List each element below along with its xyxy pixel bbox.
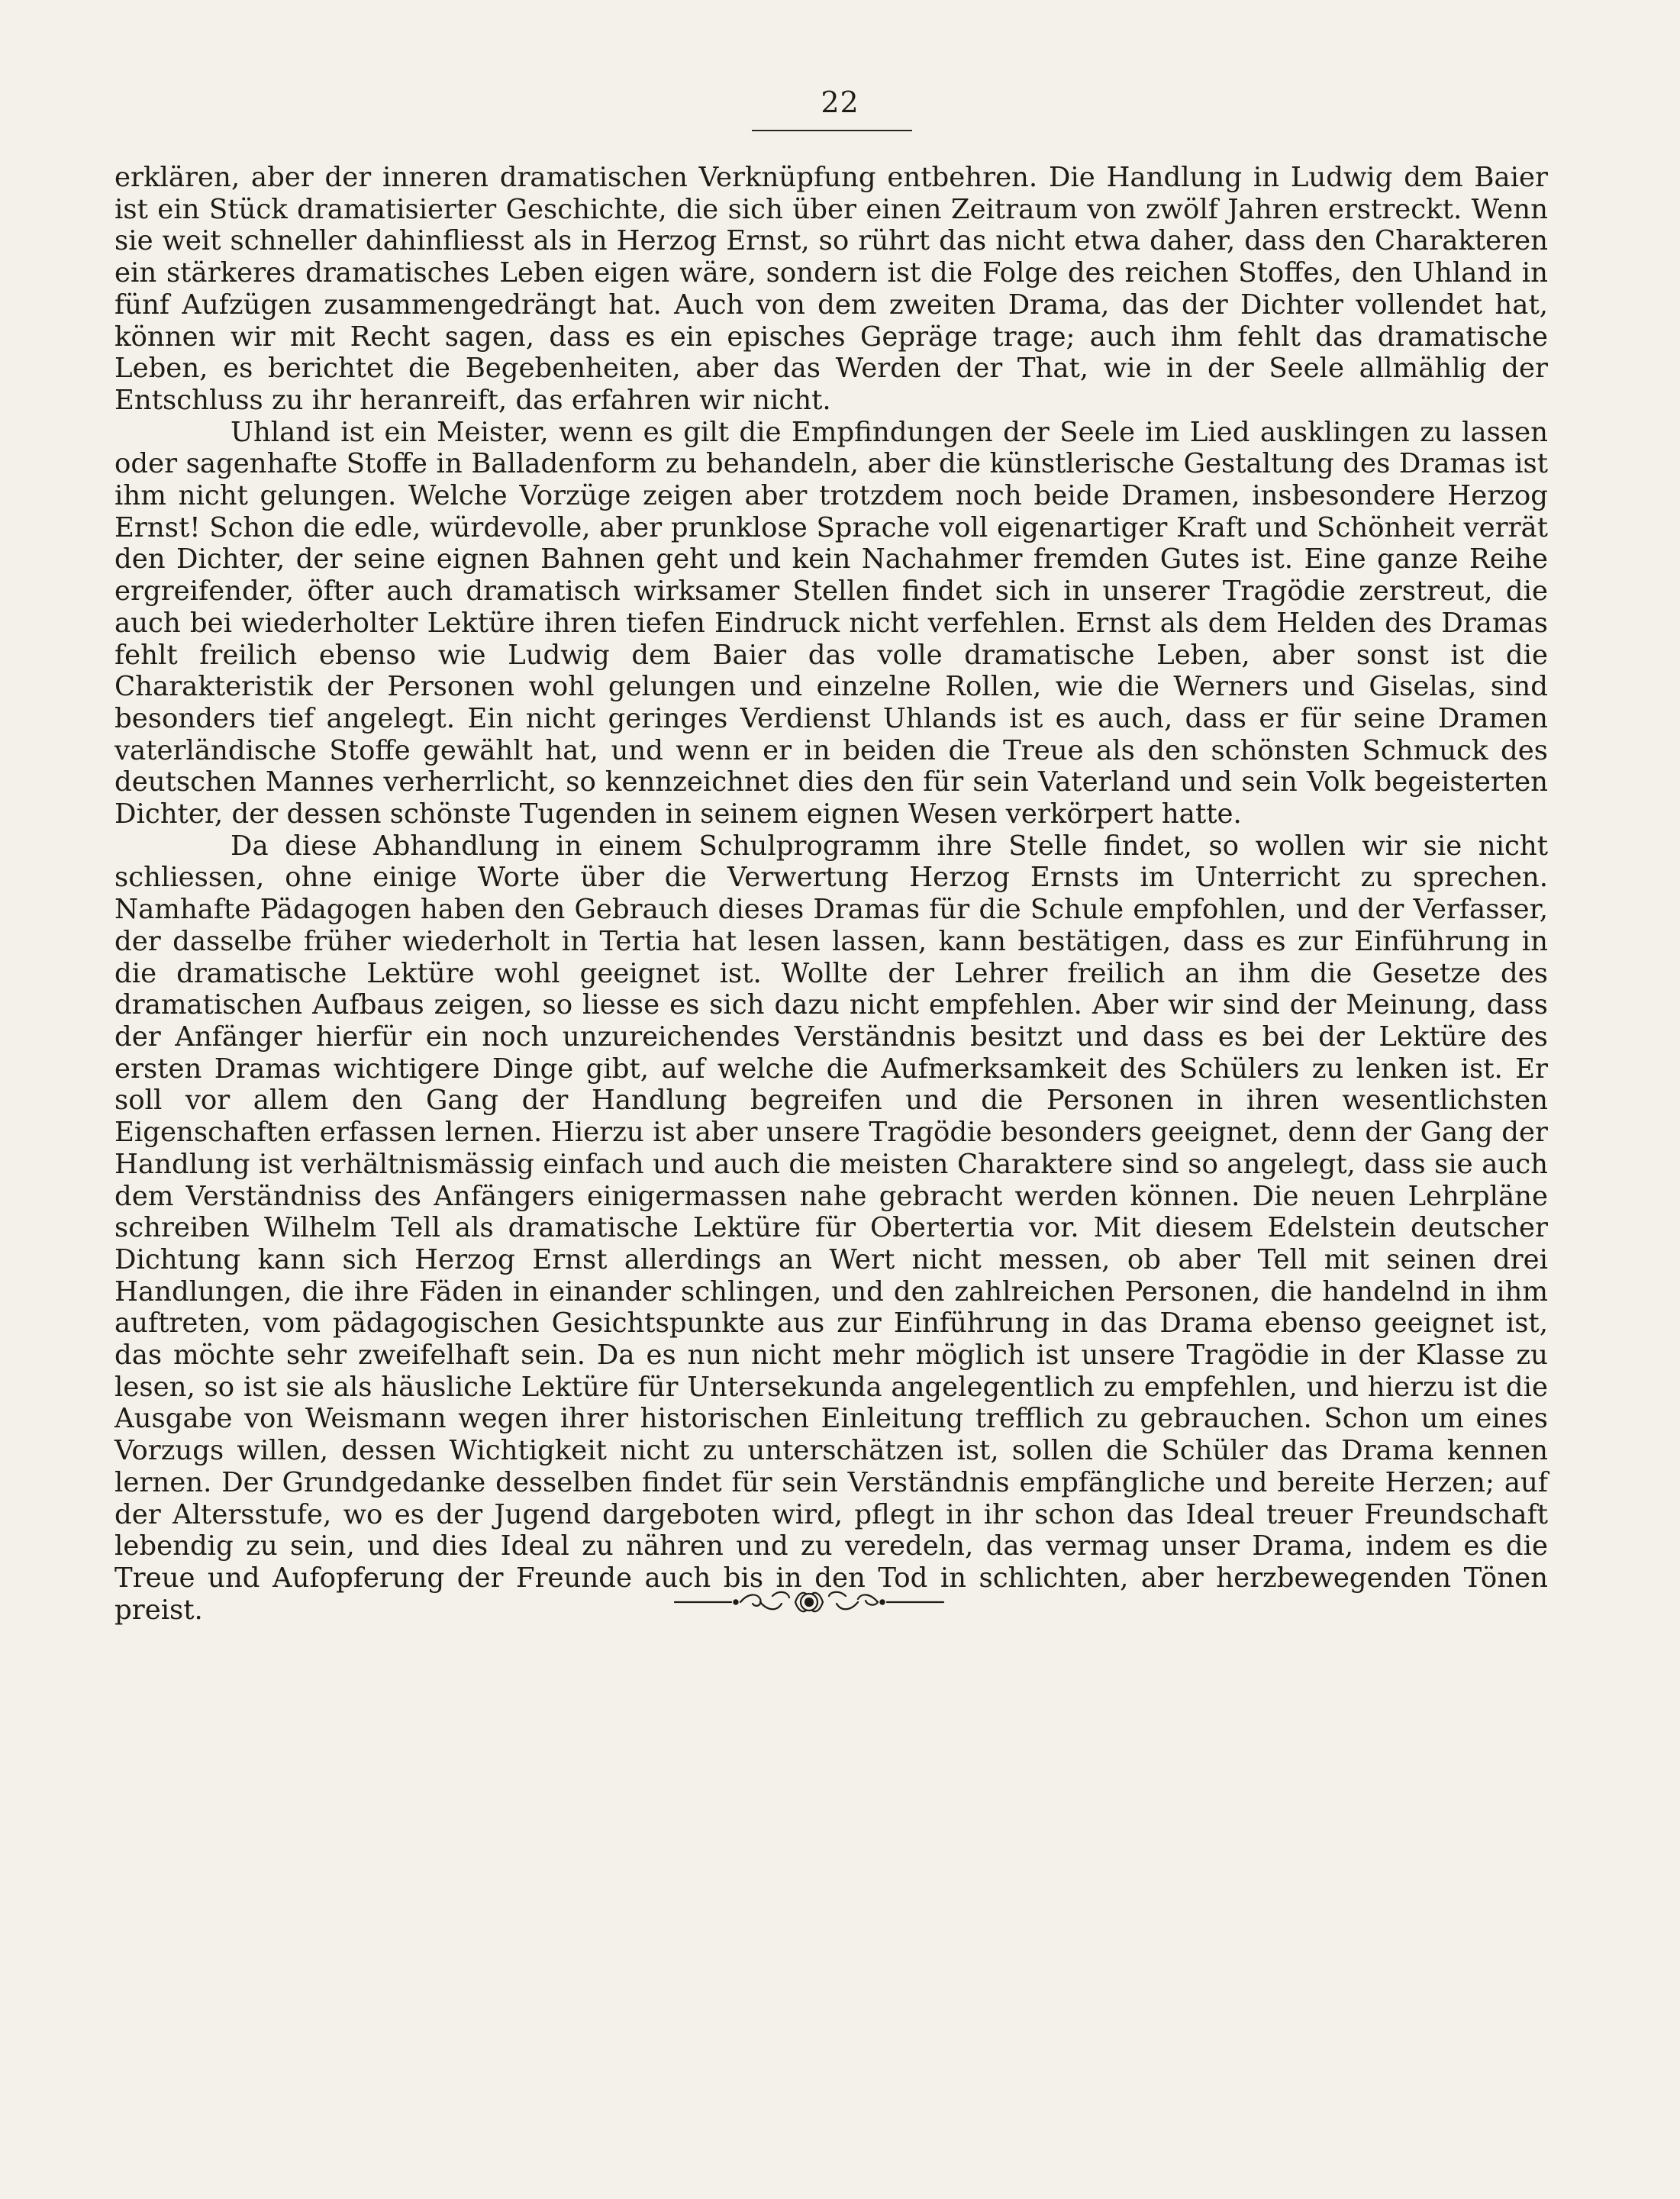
page-number: 22 — [821, 85, 859, 119]
header-rule — [752, 130, 912, 131]
paragraph-3: Da diese Abhandlung in einem Schulprogramm ihre Stelle findet, so wollen wir sie nicht schliessen, ohne einige Worte über die Verwertung Herzog Ernsts im Unterricht zu sprechen. Namhafte Pädagogen haben den Gebrauch dieses Dramas für die Schule empfohlen, und der Verfasser, der dasselbe früher wiederholt in Tertia hat lesen lassen, kann bestätigen, dass es zur Einführung in die dramatische Lektüre wohl geeignet ist. Wollte der Lehrer freilich an ihm die Gesetze des dramatischen Aufbaus zeigen, so liesse es sich dazu nicht empfehlen. Aber wir sind der Meinung, dass der Anfänger hierfür ein noch unzureichendes Verständnis besitzt und dass es bei der Lektüre des ersten Dramas wichtigere Dinge gibt, auf welche die Aufmerksamkeit des Schülers zu lenken ist. Er soll vor allem den Gang der Handlung begreifen und die Personen in ihren wesentlichsten Eigenschaften erfassen lernen. Hierzu ist aber unsere Tragödie besonders geeignet, denn der Gang der Handlung ist verhältnismässig einfach und auch die meisten Charaktere sind so angelegt, dass sie auch dem Verständniss des Anfängers einigermassen nahe gebracht werden können. Die neuen Lehrpläne schreiben Wilhelm Tell als dramatische Lektüre für Obertertia vor. Mit diesem Edelstein deutscher Dichtung kann sich Herzog Ernst allerdings an Wert nicht messen, ob aber Tell mit seinen drei Handlungen, die ihre Fäden in einander schlingen, und den zahlreichen Personen, die handelnd in ihm auftreten, vom pädagogischen Gesichtspunkte aus zur Einführung in das Drama ebenso geeignet ist, das möchte sehr zweifelhaft sein. Da es nun nicht mehr möglich ist unsere Tragödie in der Klasse zu lesen, so ist sie als häusliche Lektüre für Untersekunda angelegentlich zu empfehlen, und hierzu ist die Ausgabe von Weismann wegen ihrer historischen Einleitung trefflich zu gebrauchen. Schon um eines Vorzugs willen, dessen Wichtigkeit nicht zu unterschätzen ist, sollen die Schüler das Drama kennen lernen. Der Grundgedanke desselben findet für sein Verständnis empfängliche und bereite Herzen; auf der Altersstufe, wo es der Jugend dargeboten wird, pflegt in ihr schon das Ideal treuer Freundschaft lebendig zu sein, und dies Ideal zu nähren und zu veredeln, das vermag unser Drama, indem es die Treue und Aufopferung der Freunde auch bis in den Tod in schlichten, aber herzbewegenden Tönen preist. — [114, 830, 1548, 1626]
paragraph-2: Uhland ist ein Meister, wenn es gilt die Empfindungen der Seele im Lied ausklingen zu lassen oder sagenhafte Stoffe in Balladenform zu behandeln, aber die künstlerische Gestaltung des Dramas ist ihm nicht gelungen. Welche Vorzüge zeigen aber trotzdem noch beide Dramen, insbesondere Herzog Ernst! Schon die edle, würdevolle, aber prunklose Sprache voll eigenartiger Kraft und Schönheit verrät den Dichter, der seine eignen Bahnen geht und kein Nachahmer fremden Gutes ist. Eine ganze Reihe ergreifender, öfter auch dramatisch wirksamer Stellen findet sich in unserer Tragödie zerstreut, die auch bei wiederholter Lektüre ihren tiefen Eindruck nicht verfehlen. Ernst als dem Helden des Dramas fehlt freilich ebenso wie Ludwig dem Baier das volle dramatische Leben, aber sonst ist die Charakteristik der Personen wohl gelungen und einzelne Rollen, wie die Werners und Giselas, sind besonders tief angelegt. Ein nicht geringes Verdienst Uhlands ist es auch, dass er für seine Dramen vaterländische Stoffe gewählt hat, und wenn er in beiden die Treue als den schönsten Schmuck des deutschen Mannes verherrlicht, so kennzeichnet dies den für sein Vaterland und sein Volk begeisterten Dichter, der dessen schönste Tugenden in seinem eignen Wesen verkörpert hatte. — [114, 416, 1548, 830]
body-text — [114, 162, 1548, 1626]
vignette-ornament-icon — [672, 1585, 946, 1619]
paragraph-1: erklären, aber der inneren dramatischen Verknüpfung entbehren. Die Handlung in Ludwig dem Baier ist ein Stück dramatisierter Geschichte, die sich über einen Zeitraum von zwölf Jahren erstreckt. Wenn sie weit schneller dahinfliesst als in Herzog Ernst, so rührt das nicht etwa daher, dass den Charakteren ein stärkeres dramatisches Leben eigen wäre, sondern ist die Folge des reichen Stoffes, den Uhland in fünf Aufzügen zusammengedrängt hat. Auch von dem zweiten Drama, das der Dichter vollendet hat, können wir mit Recht sagen, dass es ein episches Gepräge trage; auch ihm fehlt das dramatische Leben, es berichtet die Begebenheiten, aber das Werden der That, wie in der Seele allmählig der Entschluss zu ihr heranreift, das erfahren wir nicht. — [114, 162, 1548, 416]
